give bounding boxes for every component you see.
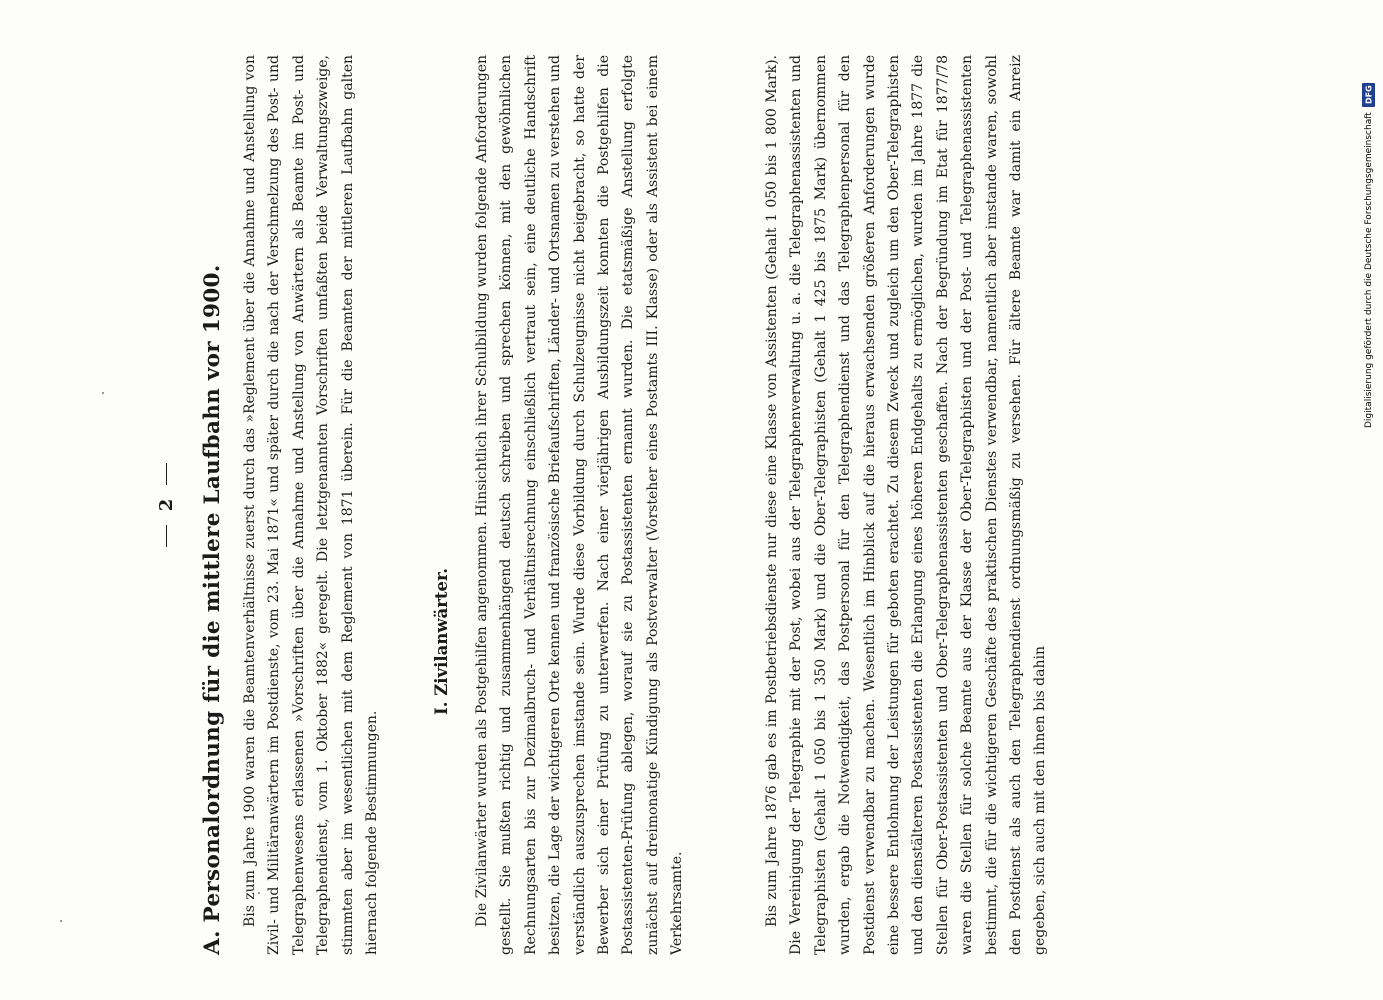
credit-text: Digitalisierung gefördert durch die Deutsche Forschungsgemeinschaft	[1364, 112, 1374, 428]
dfg-logo: DFG	[1363, 83, 1376, 108]
page-number-line	[150, 55, 182, 955]
digitization-credit	[1358, 8, 1380, 428]
scan-speck	[258, 892, 260, 894]
rotated-page-content	[150, 55, 1240, 955]
section-heading: A. Personalordnung für die mittlere Laufbahn vor 1900.	[200, 264, 225, 955]
intro-paragraph: Bis zum Jahre 1900 waren die Beamtenverhältnisse zuerst durch das »Reglement über die Annahme und Anstellung von Zivil- und Militäranwärtern im Postdienste, vom 23. Mai 1871« und später durch die nach der Verschmelzung des Post- und Telegraphenwesens erlassenen »Vorschriften über die Annahme und Anstellung von Anwärtern als Beamte im Post- und Telegraphendienst, vom 1. Oktober 1882« geregelt. Die letztgenannten Vorschriften umfaßten beide Verwaltungszweige, stimmten aber im wesentlichen mit dem Reglement von 1871 überein. Für die Beamten der mittleren Laufbahn galten hiernach folgende Bestimmungen.	[242, 55, 381, 955]
dash-right	[166, 463, 167, 485]
scan-speck	[60, 920, 62, 922]
page-number: 2	[155, 498, 177, 512]
dash-left	[166, 525, 167, 547]
subsection-heading: I. Zivilanwärter.	[432, 568, 451, 715]
scan-speck	[102, 392, 104, 394]
body-paragraph-2: Bis zum Jahre 1876 gab es im Postbetriebsdienste nur diese eine Klasse von Assistenten (Gehalt 1 050 bis 1 800 Mark). Die Vereinigung der Telegraphie mit der Post, wobei aus der Telegraphenverwaltung u. a. die Telegraphenassistenten und Telegraphisten (Gehalt 1 050 bis 1 350 Mark) und die Ober-Telegraphisten (Gehalt 1 425 bis 1875 Mark) übernommen wurden, ergab die Notwendigkeit, das Postpersonal für den Telegraphendienst und das Telegraphenpersonal für den Postdienst verwendbar zu machen. Wesentlich im Hinblick auf die hieraus erwachsenden größeren Anforderungen wurde eine bessere Entlohnung der Leistungen für geboten erachtet. Zu diesem Zweck und zugleich um den Ober-Telegraphisten und den dienstälteren Postassistenten die Erlangung eines höheren Endgehalts zu ermöglichen, wurden im Jahre 1877 die Stellen für Ober-Postassistenten und Ober-Telegraphenassistenten geschaffen. Nach der Begründung im Etat für 1877/78 waren die Stellen für solche Beamte aus der Klasse der Ober-Telegraphisten und der Post- und Telegraphenassistenten bestimmt, die für die wichtigeren Geschäfte des praktischen Dienstes verwendbar, namentlich aber imstande waren, sowohl den Postdienst als auch den Telegraphendienst ordnungsmäßig zu versehen. Für ältere Beamte war damit ein Anreiz gegeben, sich auch mit den ihnen bis dahin	[764, 55, 1049, 955]
body-paragraph-1: Die Zivilanwärter wurden als Postgehilfen angenommen. Hinsichtlich ihrer Schulbildung wurden folgende Anforderungen gestellt. Sie mußten richtig und zusammenhängend deutsch schreiben und sprechen können, mit den gewöhnlichen Rechnungsarten bis zur Dezimalbruch- und Verhältnisrechnung einschließlich vertraut sein, eine deutliche Handschrift besitzen, die Lage der wichtigeren Orte kennen und französische Briefaufschriften, Länder- und Ortsnamen zu verstehen und verständlich auszusprechen imstande sein. Wurde diese Vorbildung durch Schulzeugnisse nicht beigebracht, so hatte der Bewerber sich einer Prüfung zu unterwerfen. Nach einer vierjährigen Ausbildungszeit konnten die Postgehilfen die Postassistenten-Prüfung ablegen, worauf sie zu Postassistenten ernannt wurden. Die etatsmäßige Anstellung erfolgte zunächst auf dreimonatige Kündigung als Postverwalter (Vorsteher eines Postamts III. Klasse) oder als Assistent bei einem Verkehrsamte.	[474, 55, 686, 955]
